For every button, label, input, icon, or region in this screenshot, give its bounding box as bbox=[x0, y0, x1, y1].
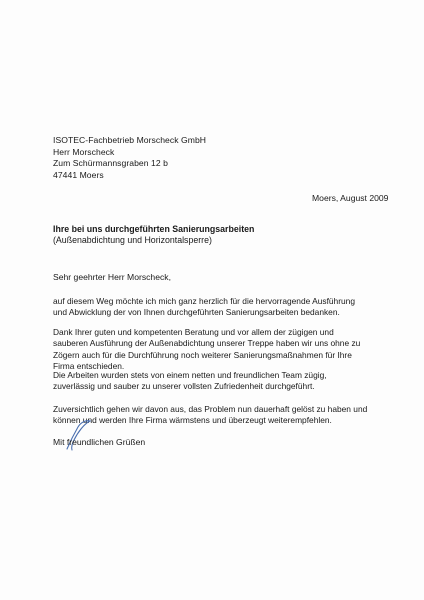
paragraph-line: und Abwicklung der von Ihnen durchgeführten Sanierungsarbeiten bedanken. bbox=[53, 307, 340, 318]
paragraph-line: Zuversichtlich gehen wir davon aus, das Problem nun dauerhaft gelöst zu haben und bbox=[53, 404, 368, 414]
paragraph-line: Zögern auch für die Durchführung noch weiterer Sanierungsmaßnahmen für Ihre bbox=[53, 349, 352, 360]
paragraph-line: sauberen Ausführung der Außenabdichtung unserer Treppe haben wir uns ohne zu bbox=[53, 338, 361, 349]
paragraph-thanks bbox=[53, 296, 415, 319]
paragraph-team bbox=[53, 370, 415, 393]
subject-title: Ihre bei uns durchgeführten Sanierungsarbeiten bbox=[53, 224, 255, 234]
salutation: Sehr geehrter Herr Morscheck, bbox=[53, 272, 171, 282]
paragraph-line: Firma entschieden. bbox=[53, 361, 125, 372]
paragraph-line: auf diesem Weg möchte ich mich ganz herzlich für die hervorragende Ausführung bbox=[53, 296, 355, 306]
subject-block bbox=[53, 224, 254, 246]
paragraph-line: Die Arbeiten wurden stets von einem netten und freundlichen Team zügig, bbox=[53, 370, 327, 380]
paragraph-line: können und werden Ihre Firma wärmstens und überzeugt weiterempfehlen. bbox=[53, 415, 332, 426]
sender-city: 47441 Moers bbox=[53, 169, 104, 180]
sender-street: Zum Schürmannsgraben 12 b bbox=[53, 158, 168, 169]
subject-subtitle: (Außenabdichtung und Horizontalsperre) bbox=[53, 235, 212, 245]
paragraph-recommendation bbox=[53, 404, 415, 427]
letter-date: Moers, August 2009 bbox=[312, 193, 389, 203]
sender-company: ISOTEC-Fachbetrieb Morscheck GmbH bbox=[53, 135, 207, 145]
paragraph-line: Dank Ihrer guten und kompetenten Beratung und vor allem der zügigen und bbox=[53, 327, 334, 337]
closing-greeting: Mit freundlichen Grüßen bbox=[53, 437, 146, 447]
paragraph-consultation bbox=[53, 327, 415, 373]
paragraph-line: zuverlässig und sauber zu unserer vollsten Zufriedenheit durchgeführt. bbox=[53, 381, 315, 392]
sender-contact: Herr Morscheck bbox=[53, 146, 115, 157]
sender-address bbox=[53, 135, 206, 181]
